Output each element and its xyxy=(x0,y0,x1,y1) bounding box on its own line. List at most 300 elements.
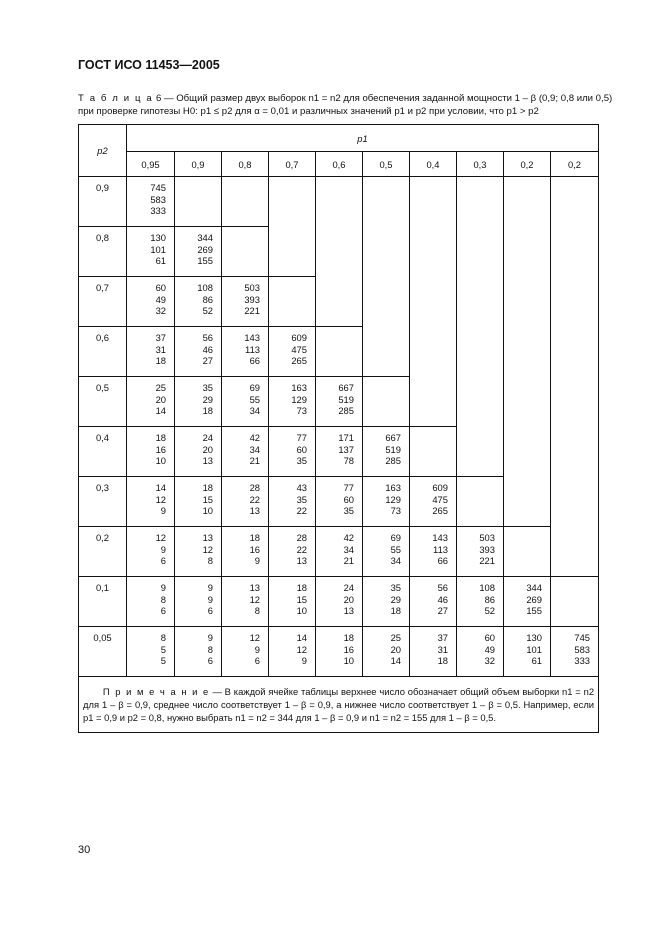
sample-size-cell xyxy=(363,477,410,527)
cell-value: 583 xyxy=(574,643,591,655)
cell-value: 12 xyxy=(155,532,166,543)
sample-size-cell xyxy=(269,377,316,427)
cell-value: 155 xyxy=(526,605,542,617)
cell-value: 393 xyxy=(479,543,495,555)
empty-cell xyxy=(457,377,504,427)
row-label-p2: 0,5 xyxy=(79,377,127,427)
cell-value: 60 xyxy=(155,282,166,293)
cell-value: 20 xyxy=(390,643,401,655)
sample-size-cell xyxy=(504,577,551,627)
table-row xyxy=(79,627,599,677)
cell-value: 9 xyxy=(160,505,166,517)
empty-cell xyxy=(551,427,599,477)
sample-size-cell xyxy=(410,577,457,627)
row-label-p2: 0,1 xyxy=(79,577,127,627)
cell-value: 221 xyxy=(244,305,260,317)
cell-value: 667 xyxy=(385,432,401,443)
sample-size-cell xyxy=(363,427,410,477)
cell-value: 69 xyxy=(390,532,401,543)
empty-cell xyxy=(551,477,599,527)
cell-value: 56 xyxy=(437,582,448,593)
cell-value: 333 xyxy=(150,205,166,217)
sample-size-table xyxy=(78,124,599,733)
cell-value: 37 xyxy=(155,332,166,343)
column-header: 0,2 xyxy=(504,152,551,177)
cell-value: 16 xyxy=(249,543,260,555)
cell-value: 35 xyxy=(390,582,401,593)
sample-size-cell xyxy=(222,527,269,577)
cell-value: 10 xyxy=(296,605,307,617)
cell-value: 12 xyxy=(296,643,307,655)
empty-cell xyxy=(551,527,599,577)
cell-value: 22 xyxy=(296,505,307,517)
cell-value: 52 xyxy=(484,605,495,617)
cell-value: 31 xyxy=(155,343,166,355)
cell-value: 13 xyxy=(343,605,354,617)
cell-value: 20 xyxy=(155,393,166,405)
cell-value: 35 xyxy=(343,505,354,517)
cell-value: 29 xyxy=(390,593,401,605)
cell-value: 61 xyxy=(531,655,542,667)
cell-value: 269 xyxy=(526,593,542,605)
cell-value: 155 xyxy=(197,255,213,267)
empty-cell xyxy=(222,227,269,277)
empty-cell xyxy=(269,277,316,327)
sample-size-cell xyxy=(175,477,222,527)
cell-value: 269 xyxy=(197,243,213,255)
cell-value: 12 xyxy=(155,493,166,505)
cell-value: 46 xyxy=(437,593,448,605)
cell-value: 15 xyxy=(202,493,213,505)
cell-value: 34 xyxy=(249,405,260,417)
empty-cell xyxy=(504,377,551,427)
cell-value: 113 xyxy=(245,343,260,355)
empty-cell xyxy=(363,327,410,377)
cell-value: 34 xyxy=(343,543,354,555)
cell-value: 43 xyxy=(296,482,307,493)
cell-value: 42 xyxy=(249,432,260,443)
sample-size-cell xyxy=(316,427,363,477)
sample-size-cell xyxy=(222,577,269,627)
cell-value: 34 xyxy=(390,555,401,567)
cell-value: 333 xyxy=(574,655,591,667)
cell-value: 9 xyxy=(254,643,260,655)
cell-value: 583 xyxy=(150,193,166,205)
sample-size-cell xyxy=(175,527,222,577)
cell-value: 16 xyxy=(343,643,354,655)
empty-cell xyxy=(410,427,457,477)
sample-size-cell xyxy=(316,527,363,577)
cell-value: 34 xyxy=(249,443,260,455)
cell-value: 52 xyxy=(202,305,213,317)
sample-size-cell xyxy=(175,377,222,427)
cell-value: 78 xyxy=(343,455,354,467)
table-row xyxy=(79,327,599,377)
cell-value: 60 xyxy=(484,632,495,643)
sample-size-cell xyxy=(316,577,363,627)
cell-value: 66 xyxy=(437,555,448,567)
cell-value: 745 xyxy=(574,632,591,643)
cell-value: 10 xyxy=(202,505,213,517)
row-label-p2: 0,2 xyxy=(79,527,127,577)
cell-value: 9 xyxy=(207,593,213,605)
empty-cell xyxy=(551,327,599,377)
empty-cell xyxy=(457,277,504,327)
cell-value: 8 xyxy=(254,605,260,617)
sample-size-cell xyxy=(127,177,175,227)
cell-value: 35 xyxy=(296,455,307,467)
column-header: 0,6 xyxy=(316,152,363,177)
cell-value: 503 xyxy=(244,282,260,293)
sample-size-cell xyxy=(175,327,222,377)
cell-value: 6 xyxy=(254,655,260,667)
cell-value: 667 xyxy=(338,382,354,393)
cell-value: 60 xyxy=(343,493,354,505)
row-label-p2: 0,3 xyxy=(79,477,127,527)
cell-value: 344 xyxy=(526,582,542,593)
cell-value: 18 xyxy=(155,432,166,443)
empty-cell xyxy=(504,427,551,477)
cell-value: 32 xyxy=(155,305,166,317)
cell-value: 393 xyxy=(244,293,260,305)
caption-label: Т а б л и ц а xyxy=(78,93,154,104)
cell-value: 108 xyxy=(479,582,495,593)
sample-size-cell xyxy=(269,577,316,627)
sample-size-cell xyxy=(222,477,269,527)
cell-value: 35 xyxy=(296,493,307,505)
sample-size-cell xyxy=(363,577,410,627)
sample-size-cell xyxy=(222,377,269,427)
cell-value: 163 xyxy=(291,382,307,393)
column-header: 0,4 xyxy=(410,152,457,177)
empty-cell xyxy=(504,277,551,327)
cell-value: 46 xyxy=(202,343,213,355)
table-row xyxy=(79,477,599,527)
cell-value: 5 xyxy=(160,643,166,655)
cell-value: 8 xyxy=(207,555,213,567)
cell-value: 49 xyxy=(484,643,495,655)
sample-size-cell xyxy=(175,227,222,277)
sample-size-cell xyxy=(222,627,269,677)
sample-size-cell xyxy=(127,427,175,477)
cell-value: 77 xyxy=(296,432,307,443)
empty-cell xyxy=(222,177,269,227)
empty-cell xyxy=(410,227,457,277)
cell-value: 129 xyxy=(385,493,401,505)
empty-cell xyxy=(504,477,551,527)
note-label: П р и м е ч а н и е xyxy=(102,686,210,697)
cell-value: 73 xyxy=(390,505,401,517)
cell-value: 22 xyxy=(296,543,307,555)
table-row xyxy=(79,527,599,577)
sample-size-cell xyxy=(504,627,551,677)
cell-value: 27 xyxy=(437,605,448,617)
cell-value: 8 xyxy=(160,632,166,643)
cell-value: 18 xyxy=(437,655,448,667)
sample-size-cell xyxy=(457,577,504,627)
cell-value: 24 xyxy=(202,432,213,443)
cell-value: 221 xyxy=(479,555,495,567)
cell-value: 13 xyxy=(202,455,213,467)
cell-value: 10 xyxy=(155,455,166,467)
cell-value: 20 xyxy=(343,593,354,605)
empty-cell xyxy=(269,227,316,277)
cell-value: 56 xyxy=(202,332,213,343)
cell-value: 285 xyxy=(385,455,401,467)
cell-value: 31 xyxy=(437,643,448,655)
cell-value: 55 xyxy=(249,393,260,405)
cell-value: 37 xyxy=(437,632,448,643)
empty-cell xyxy=(410,327,457,377)
sample-size-cell xyxy=(127,627,175,677)
sample-size-cell xyxy=(316,477,363,527)
sample-size-cell xyxy=(410,527,457,577)
empty-cell xyxy=(504,227,551,277)
empty-cell xyxy=(410,277,457,327)
sample-size-cell xyxy=(127,477,175,527)
cell-value: 5 xyxy=(160,655,166,667)
sample-size-cell xyxy=(269,477,316,527)
empty-cell xyxy=(363,377,410,427)
cell-value: 42 xyxy=(343,532,354,543)
cell-value: 265 xyxy=(432,505,448,517)
table-row xyxy=(79,177,599,227)
sample-size-cell xyxy=(269,327,316,377)
sample-size-cell xyxy=(316,377,363,427)
cell-value: 8 xyxy=(207,643,213,655)
cell-value: 69 xyxy=(249,382,260,393)
empty-cell xyxy=(551,227,599,277)
sample-size-cell xyxy=(222,277,269,327)
empty-cell xyxy=(363,227,410,277)
empty-cell xyxy=(410,177,457,227)
row-label-p2: 0,9 xyxy=(79,177,127,227)
cell-value: 9 xyxy=(207,632,213,643)
empty-cell xyxy=(457,177,504,227)
cell-value: 9 xyxy=(207,582,213,593)
cell-value: 265 xyxy=(291,355,307,367)
cell-value: 55 xyxy=(390,543,401,555)
cell-value: 61 xyxy=(155,255,166,267)
sample-size-cell xyxy=(457,527,504,577)
table-row xyxy=(79,377,599,427)
cell-value: 14 xyxy=(155,405,166,417)
sample-size-cell xyxy=(222,427,269,477)
cell-value: 609 xyxy=(291,332,307,343)
column-header: 0,5 xyxy=(363,152,410,177)
cell-value: 130 xyxy=(150,232,166,243)
cell-value: 25 xyxy=(155,382,166,393)
cell-value: 475 xyxy=(432,493,448,505)
sample-size-cell xyxy=(175,627,222,677)
cell-value: 18 xyxy=(202,482,213,493)
column-header: 0,7 xyxy=(269,152,316,177)
cell-value: 6 xyxy=(207,655,213,667)
cell-value: 171 xyxy=(338,432,354,443)
cell-value: 21 xyxy=(249,455,260,467)
sample-size-cell xyxy=(269,527,316,577)
note-text: — В каждой ячейке таблицы верхнее число обозначает общий объем выборки n1 = n2 для 1 – β = 0,9, среднее число соответствует 1 – β = 0,9, а нижнее число соответствует 1 – β = 0,5. Например, если p1 = 0,9 и p2 = 0,8, нужно выбрать n1 = n2 = 344 для 1 – β = 0,9 и n1 = n2 = 155 для 1 – β = 0,5. xyxy=(83,686,595,723)
empty-cell xyxy=(457,477,504,527)
sample-size-cell xyxy=(127,277,175,327)
sample-size-cell xyxy=(551,627,599,677)
empty-cell xyxy=(504,177,551,227)
cell-value: 12 xyxy=(202,543,213,555)
cell-value: 49 xyxy=(155,293,166,305)
column-header: 0,2 xyxy=(551,152,599,177)
cell-value: 18 xyxy=(296,582,307,593)
cell-value: 9 xyxy=(160,543,166,555)
cell-value: 21 xyxy=(343,555,354,567)
sample-size-cell xyxy=(316,627,363,677)
empty-cell xyxy=(551,377,599,427)
cell-value: 14 xyxy=(296,632,307,643)
sample-size-cell xyxy=(269,427,316,477)
sample-size-cell xyxy=(175,427,222,477)
sample-size-cell xyxy=(363,527,410,577)
table-caption xyxy=(78,92,618,118)
empty-cell xyxy=(410,377,457,427)
cell-value: 14 xyxy=(390,655,401,667)
cell-value: 143 xyxy=(244,332,260,343)
cell-value: 108 xyxy=(197,282,213,293)
cell-value: 24 xyxy=(343,582,354,593)
table-row xyxy=(79,577,599,627)
cell-value: 101 xyxy=(526,643,542,655)
row-label-p2: 0,7 xyxy=(79,277,127,327)
cell-value: 14 xyxy=(155,482,166,493)
cell-value: 28 xyxy=(249,482,260,493)
table-row xyxy=(79,277,599,327)
cell-value: 163 xyxy=(385,482,401,493)
cell-value: 18 xyxy=(202,405,213,417)
table-note xyxy=(79,677,599,733)
row-label-p2: 0,6 xyxy=(79,327,127,377)
cell-value: 13 xyxy=(296,555,307,567)
sample-size-cell xyxy=(127,377,175,427)
row-label-p2: 0,05 xyxy=(79,627,127,677)
cell-value: 20 xyxy=(202,443,213,455)
column-header: 0,3 xyxy=(457,152,504,177)
cell-value: 22 xyxy=(249,493,260,505)
row-label-p2: 0,4 xyxy=(79,427,127,477)
cell-value: 9 xyxy=(301,655,307,667)
cell-value: 32 xyxy=(484,655,495,667)
sample-size-cell xyxy=(127,327,175,377)
p2-header: p2 xyxy=(79,125,127,177)
cell-value: 9 xyxy=(254,555,260,567)
cell-value: 344 xyxy=(197,232,213,243)
sample-size-cell xyxy=(127,527,175,577)
cell-value: 8 xyxy=(160,593,166,605)
cell-value: 129 xyxy=(291,393,307,405)
cell-value: 10 xyxy=(343,655,354,667)
cell-value: 130 xyxy=(526,632,542,643)
cell-value: 18 xyxy=(390,605,401,617)
cell-value: 15 xyxy=(296,593,307,605)
cell-value: 137 xyxy=(338,443,354,455)
empty-cell xyxy=(504,527,551,577)
sample-size-cell xyxy=(457,627,504,677)
empty-cell xyxy=(457,427,504,477)
empty-cell xyxy=(316,277,363,327)
cell-value: 503 xyxy=(479,532,495,543)
column-header: 0,8 xyxy=(222,152,269,177)
p1-header: p1 xyxy=(127,125,599,152)
page-number: 30 xyxy=(78,844,91,856)
cell-value: 86 xyxy=(202,293,213,305)
cell-value: 18 xyxy=(343,632,354,643)
cell-value: 13 xyxy=(249,582,260,593)
empty-cell xyxy=(551,177,599,227)
cell-value: 6 xyxy=(160,555,166,567)
sample-size-cell xyxy=(175,277,222,327)
cell-value: 25 xyxy=(390,632,401,643)
cell-value: 13 xyxy=(249,505,260,517)
cell-value: 86 xyxy=(484,593,495,605)
cell-value: 113 xyxy=(433,543,448,555)
cell-value: 16 xyxy=(155,443,166,455)
empty-cell xyxy=(316,227,363,277)
cell-value: 18 xyxy=(249,532,260,543)
document-header: ГОСТ ИСО 11453—2005 xyxy=(78,58,220,72)
sample-size-cell xyxy=(222,327,269,377)
cell-value: 9 xyxy=(160,582,166,593)
cell-value: 18 xyxy=(155,355,166,367)
sample-size-cell xyxy=(269,627,316,677)
cell-value: 27 xyxy=(202,355,213,367)
cell-value: 66 xyxy=(249,355,260,367)
empty-cell xyxy=(269,177,316,227)
cell-value: 12 xyxy=(249,593,260,605)
empty-cell xyxy=(457,227,504,277)
empty-cell xyxy=(175,177,222,227)
cell-value: 35 xyxy=(202,382,213,393)
table-row xyxy=(79,427,599,477)
cell-value: 519 xyxy=(338,393,354,405)
cell-value: 475 xyxy=(291,343,307,355)
empty-cell xyxy=(316,177,363,227)
cell-value: 77 xyxy=(343,482,354,493)
cell-value: 6 xyxy=(207,605,213,617)
empty-cell xyxy=(551,577,599,627)
cell-value: 745 xyxy=(150,182,166,193)
empty-cell xyxy=(316,327,363,377)
sample-size-cell xyxy=(127,577,175,627)
cell-value: 101 xyxy=(150,243,166,255)
empty-cell xyxy=(363,277,410,327)
table-row xyxy=(79,227,599,277)
cell-value: 519 xyxy=(385,443,401,455)
cell-value: 12 xyxy=(249,632,260,643)
empty-cell xyxy=(551,277,599,327)
empty-cell xyxy=(363,177,410,227)
cell-value: 609 xyxy=(432,482,448,493)
cell-value: 13 xyxy=(202,532,213,543)
cell-value: 29 xyxy=(202,393,213,405)
caption-text: 6 — Общий размер двух выборок n1 = n2 для обеспечения заданной мощности 1 – β (0,9; 0,8 или 0,5) при проверке гипотезы H0: p1 ≤ p2 для α = 0,01 и различных значений p1 и p2 при условии, что p1 > p2 xyxy=(78,93,613,117)
cell-value: 73 xyxy=(296,405,307,417)
cell-value: 285 xyxy=(338,405,354,417)
cell-value: 60 xyxy=(296,443,307,455)
empty-cell xyxy=(504,327,551,377)
column-header: 0,9 xyxy=(175,152,222,177)
sample-size-cell xyxy=(410,477,457,527)
sample-size-cell xyxy=(127,227,175,277)
column-header: 0,95 xyxy=(127,152,175,177)
empty-cell xyxy=(457,327,504,377)
cell-value: 28 xyxy=(296,532,307,543)
